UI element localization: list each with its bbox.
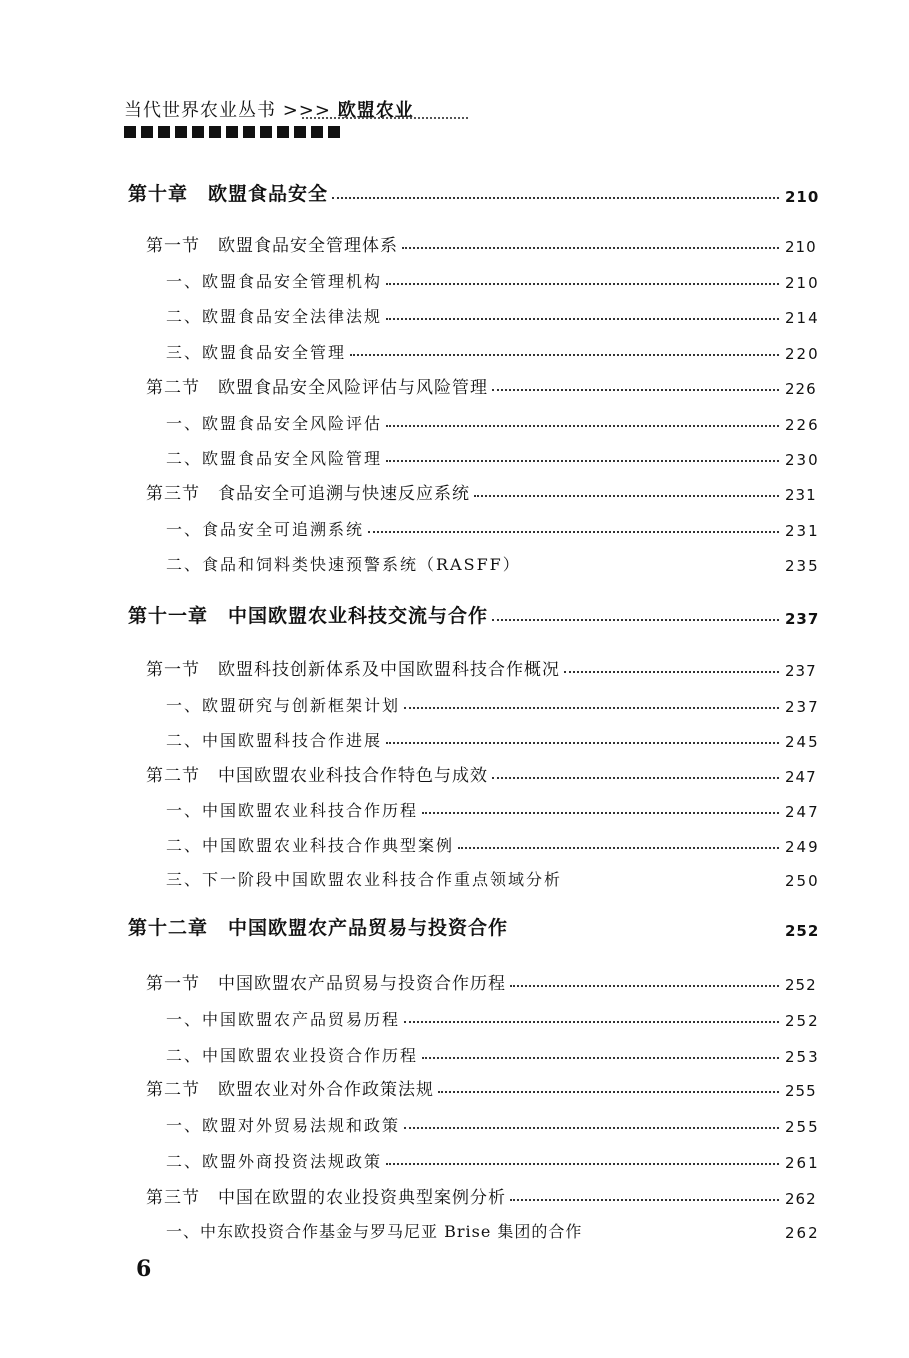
toc-section[interactable] [146,968,815,994]
page-number: 237 [785,610,820,628]
toc-section[interactable] [146,1182,815,1208]
toc-entry-title: 一、食品安全可追溯系统 [166,520,365,539]
toc-entry-title: 一、中东欧投资合作基金与罗马尼亚 Brise 集团的合作 [166,1222,583,1241]
toc-section[interactable] [146,1074,815,1100]
toc-chapter[interactable] [128,602,820,628]
dot-leader [458,847,779,849]
page-number: 253 [785,1048,820,1066]
page-number: 262 [785,1190,817,1208]
page-number: 231 [785,486,817,504]
page-number: 231 [785,522,820,540]
dot-leader [525,566,779,568]
dot-leader [510,1199,779,1201]
toc-entry-title: 一、欧盟食品安全风险评估 [166,414,383,433]
dot-leader [332,197,779,199]
toc-item[interactable] [166,337,820,363]
dot-leader [566,881,779,883]
page-number: 230 [785,451,820,469]
toc-item[interactable] [166,408,820,434]
dot-leader [422,1057,779,1059]
dot-leader [386,1163,779,1165]
toc-section[interactable] [146,372,815,398]
toc-entry-title: 二、食品和饲料类快速预警系统（RASFF） [166,555,521,574]
toc-item[interactable] [166,549,820,575]
toc-entry-title: 第二节 欧盟食品安全风险评估与风险管理 [146,378,488,398]
dot-leader [386,742,779,744]
toc-entry-title: 二、中国欧盟科技合作进展 [166,731,383,750]
toc-entry-title: 二、欧盟食品安全风险管理 [166,449,383,468]
page-number: 214 [785,309,820,327]
toc-item[interactable] [166,301,820,327]
dot-leader [492,777,779,779]
toc-entry-title: 二、欧盟外商投资法规政策 [166,1152,383,1171]
page-number: 252 [785,1012,820,1030]
dot-leader [510,985,779,987]
page-number: 245 [785,733,820,751]
page-number: 226 [785,380,817,398]
toc-section[interactable] [146,230,815,256]
toc-entry-title: 二、欧盟食品安全法律法规 [166,307,383,326]
dot-leader [586,1233,779,1235]
toc-entry-title: 第一节 欧盟科技创新体系及中国欧盟科技合作概况 [146,660,560,680]
dot-leader [350,354,779,356]
dot-leader [386,283,779,285]
toc-item[interactable] [166,1040,820,1066]
toc-entry-title: 一、欧盟研究与创新框架计划 [166,696,401,715]
toc-entry-title: 第三节 中国在欧盟的农业投资典型案例分析 [146,1188,506,1208]
header-series: 当代世界农业丛书 >>> [124,100,338,121]
toc-entry-title: 第二节 中国欧盟农业科技合作特色与成效 [146,766,488,786]
page-number: 237 [785,698,820,716]
dot-leader [492,389,779,391]
dot-leader [438,1091,779,1093]
page-number: 210 [785,274,820,292]
toc-item[interactable] [166,1110,820,1136]
dot-leader [564,671,779,673]
toc-item[interactable] [166,1146,820,1172]
toc-item[interactable] [166,690,820,716]
page-number: 247 [785,768,817,786]
toc-item[interactable] [166,514,820,540]
page-number: 235 [785,557,820,575]
dot-leader [368,531,779,533]
page-number: 255 [785,1082,817,1100]
dot-leader [404,1021,779,1023]
dot-leader [386,318,779,320]
dot-leader [404,707,779,709]
page-number: 252 [785,922,820,940]
dot-leader [404,1127,779,1129]
toc-chapter[interactable] [128,914,820,940]
dot-leader [422,812,779,814]
page-number: 237 [785,662,817,680]
toc-entry-title: 三、欧盟食品安全管理 [166,343,347,362]
page-number: 255 [785,1118,820,1136]
toc-section[interactable] [146,478,815,504]
toc-item[interactable] [166,830,820,856]
toc-entry-title: 第一节 中国欧盟农产品贸易与投资合作历程 [146,974,506,994]
page-number: 262 [785,1224,820,1242]
toc-entry-title: 第二节 欧盟农业对外合作政策法规 [146,1080,434,1100]
header-dotted-rule [302,117,468,119]
dot-leader [492,619,779,621]
toc-item[interactable] [166,725,820,751]
toc-entry-title: 第十一章 中国欧盟农业科技交流与合作 [128,605,489,627]
toc-entry-title: 一、中国欧盟农产品贸易历程 [166,1010,401,1029]
page-number: 250 [785,872,820,890]
toc-item[interactable] [166,443,820,469]
page-number: 220 [785,345,820,363]
toc-entry-title: 第三节 食品安全可追溯与快速反应系统 [146,484,470,504]
toc-item[interactable] [166,795,820,821]
toc-chapter[interactable] [128,180,820,206]
dot-leader [386,425,779,427]
toc-entry-title: 二、中国欧盟农业科技合作典型案例 [166,836,455,855]
toc-section[interactable] [146,654,815,680]
toc-entry-title: 一、中国欧盟农业科技合作历程 [166,801,419,820]
dot-leader [512,931,779,933]
toc-item[interactable] [166,864,820,890]
toc-item[interactable] [166,266,820,292]
toc-entry-title: 第十章 欧盟食品安全 [128,183,329,205]
page-number: 226 [785,416,820,434]
page-folio-number: 6 [136,1256,152,1282]
dot-leader [402,247,779,249]
dot-leader [474,495,779,497]
toc-section[interactable] [146,760,815,786]
toc-entry-title: 一、欧盟对外贸易法规和政策 [166,1116,401,1135]
toc-entry-title: 二、中国欧盟农业投资合作历程 [166,1046,419,1065]
page-number: 249 [785,838,820,856]
toc-entry-title: 第一节 欧盟食品安全管理体系 [146,236,398,256]
toc-item[interactable] [166,1216,820,1242]
page-number: 252 [785,976,817,994]
toc-entry-title: 第十二章 中国欧盟农产品贸易与投资合作 [128,917,509,939]
header-block-bar [124,126,340,138]
toc-entry-title: 三、下一阶段中国欧盟农业科技合作重点领域分析 [166,870,563,889]
header-book-title: 欧盟农业 [337,100,414,121]
toc-item[interactable] [166,1004,820,1030]
page-number: 210 [785,238,817,256]
toc-entry-title: 一、欧盟食品安全管理机构 [166,272,383,291]
dot-leader [386,460,779,462]
page-number: 210 [785,188,820,206]
page-number: 261 [785,1154,820,1172]
page-number: 247 [785,803,820,821]
